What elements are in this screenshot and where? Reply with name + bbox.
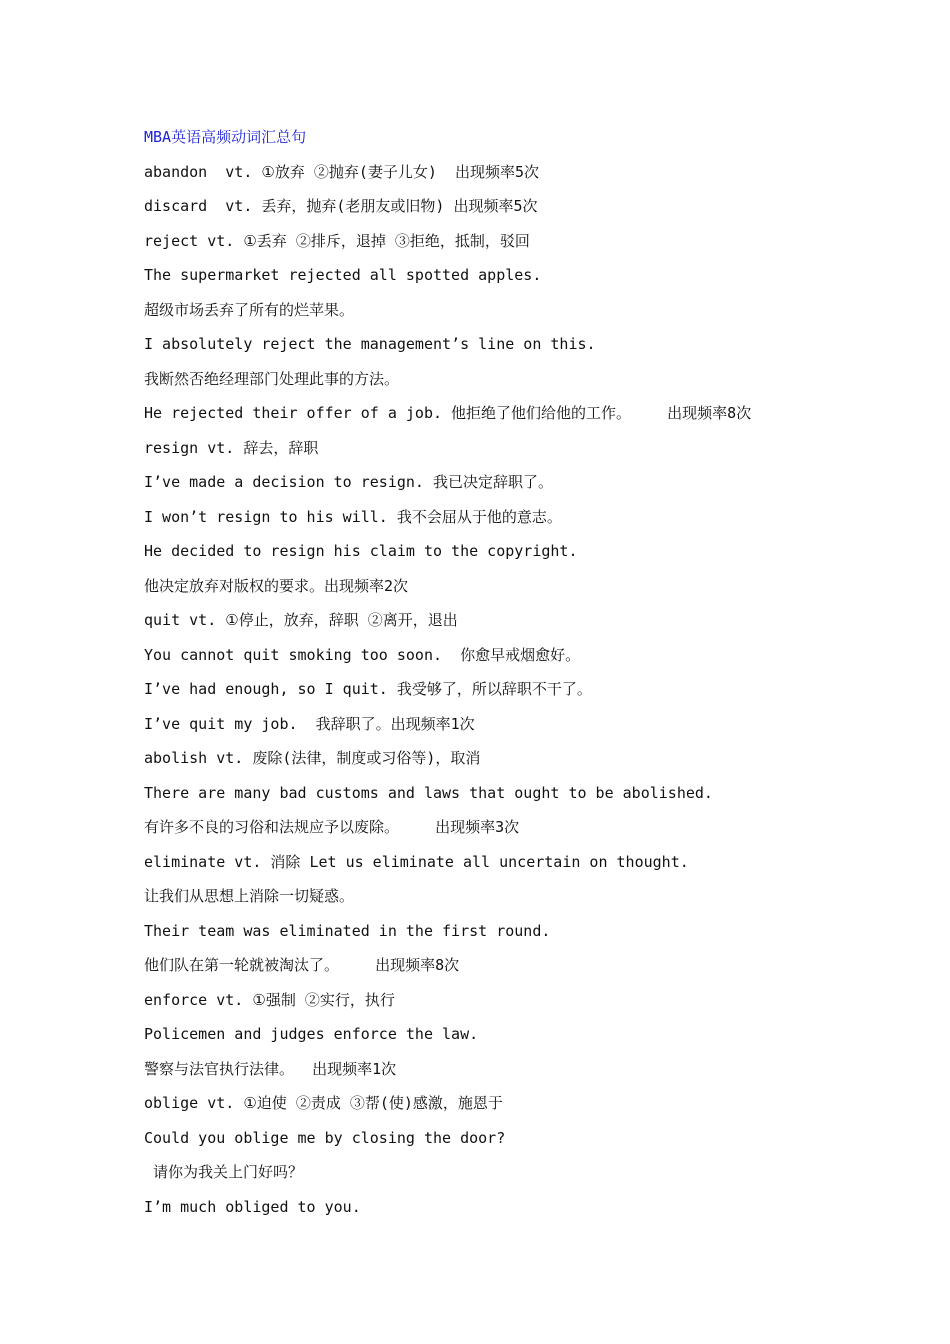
text-line: 他决定放弃对版权的要求。出现频率2次	[144, 576, 409, 595]
text-line: I’ve quit my job. 我辞职了。出现频率1次	[144, 714, 475, 733]
text-line: You cannot quit smoking too soon. 你愈早戒烟愈好。	[144, 645, 581, 664]
document-body	[144, 120, 904, 1224]
text-line: The supermarket rejected all spotted apples.	[144, 266, 542, 284]
text-line: enforce vt. ①强制 ②实行，执行	[144, 990, 395, 1009]
document-title: MBA英语高频动词汇总句	[144, 128, 307, 146]
text-line: He rejected their offer of a job. 他拒绝了他们给他的工作。 出现频率8次	[144, 404, 752, 422]
text-line: I won’t resign to his will. 我不会屈从于他的意志。	[144, 507, 562, 526]
text-line: discard vt. 丢弃，抛弃(老朋友或旧物) 出现频率5次	[144, 197, 538, 215]
text-line: He decided to resign his claim to the copyright.	[144, 542, 578, 560]
text-line: There are many bad customs and laws that ought to be abolished.	[144, 783, 713, 802]
text-line: reject vt. ①丢弃 ②排斥，退掉 ③拒绝，抵制，驳回	[144, 231, 530, 250]
text-line: 我断然否绝经理部门处理此事的方法。	[144, 369, 400, 388]
text-line: 让我们从思想上消除一切疑惑。	[144, 887, 355, 905]
text-line: resign vt. 辞去，辞职	[144, 438, 319, 457]
text-line: Their team was eliminated in the first round.	[144, 921, 551, 940]
text-line: I absolutely reject the management’s line on this.	[144, 335, 596, 353]
text-line: I’ve had enough, so I quit. 我受够了，所以辞职不干了。	[144, 680, 592, 698]
text-line: eliminate vt. 消除 Let us eliminate all uncertain on thought.	[144, 852, 689, 871]
text-line: 有许多不良的习俗和法规应予以废除。 出现频率3次	[144, 818, 520, 836]
text-line: Policemen and judges enforce the law.	[144, 1025, 479, 1043]
text-line: abandon vt. ①放弃 ②抛弃(妻子儿女) 出现频率5次	[144, 162, 540, 181]
text-line: 他们队在第一轮就被淘汰了。 出现频率8次	[144, 956, 460, 974]
text-line: I’ve made a decision to resign. 我已决定辞职了。	[144, 473, 553, 491]
text-line: Could you oblige me by closing the door?	[144, 1128, 506, 1147]
text-line: oblige vt. ①迫使 ②责成 ③帮(使)感激，施恩于	[144, 1094, 503, 1112]
text-line: 请你为我关上门好吗？	[144, 1163, 304, 1181]
text-line: 超级市场丢弃了所有的烂苹果。	[144, 300, 355, 319]
text-line: quit vt. ①停止，放弃，辞职 ②离开，退出	[144, 611, 458, 629]
text-line: I’m much obliged to you.	[144, 1197, 361, 1216]
text-line: abolish vt. 废除(法律，制度或习俗等)，取消	[144, 749, 481, 767]
text-line: 警察与法官执行法律。 出现频率1次	[144, 1059, 397, 1078]
